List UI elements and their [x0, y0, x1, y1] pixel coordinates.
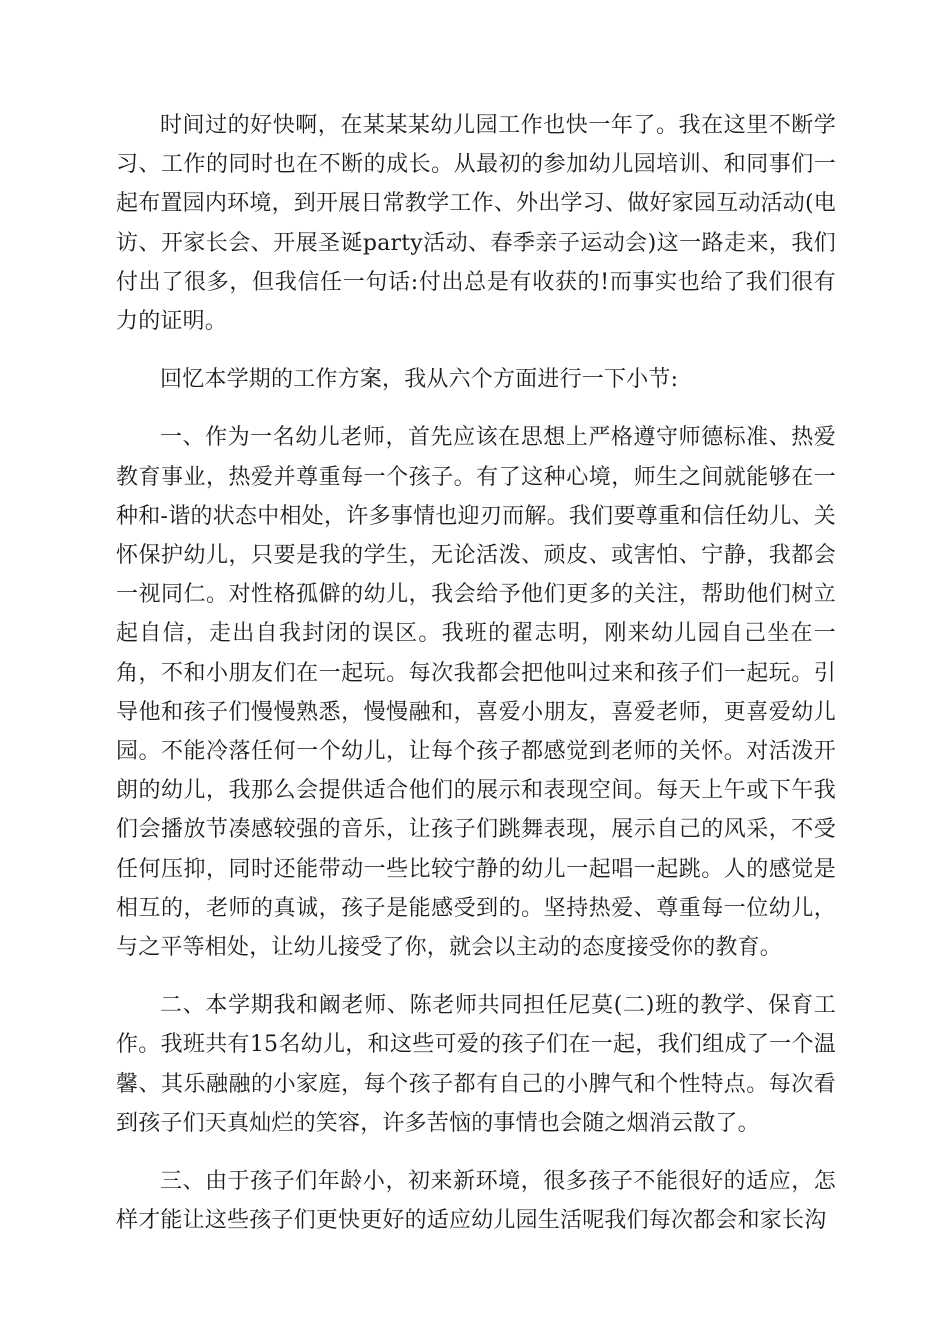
document-body [116, 106, 836, 1259]
paragraph-review-summary: 回忆本学期的工作方案，我从六个方面进行一下小节: [160, 367, 679, 393]
paragraph-section-one: 一、作为一名幼儿老师，首先应该在思想上严格遵守师德标准、热爱教育事业，热爱并尊重每一个孩子。有了这种心境，师生之间就能够在一种和-谐的状态中相处，许多事情也迎刃而解。我们要尊重和信任幼儿、关怀保护幼儿，只要是我的学生，无论活泼、顽皮、或害怕、宁静，我都会一视同仁。对性格孤僻的幼儿，我会给予他们更多的关注，帮助他们树立起自信，走出自我封闭的误区。我班的翟志明，刚来幼儿园自己坐在一角，不和小朋友们在一起玩。每次我都会把他叫过来和孩子们一起玩。引导他和孩子们慢慢熟悉，慢慢融和，喜爱小朋友，喜爱老师，更喜爱幼儿园。不能冷落任何一个幼儿，让每个孩子都感觉到老师的关怀。对活泼开朗的幼儿，我那么会提供适合他们的展示和表现空间。每天上午或下午我们会播放节凑感较强的音乐，让孩子们跳舞表现，展示自己的风采，不受任何压抑，同时还能带动一些比较宁静的幼儿一起唱一起跳。人的感觉是相互的，老师的真诚，孩子是能感受到的。坚持热爱、尊重每一位幼儿，与之平等相处，让幼儿接受了你，就会以主动的态度接受你的教育。 [116, 425, 836, 961]
paragraph-section-three: 三、由于孩子们年龄小，初来新环境，很多孩子不能很好的适应，怎样才能让这些孩子们更快更好的适应幼儿园生活呢我们每次都会和家长沟 [116, 1169, 836, 1234]
paragraph-intro: 时间过的好快啊，在某某某幼儿园工作也快一年了。我在这里不断学习、工作的同时也在不断的成长。从最初的参加幼儿园培训、和同事们一起布置园内环境，到开展日常教学工作、外出学习、做好家园互动活动(电访、开家长会、开展圣诞party活动、春季亲子运动会)这一路走来，我们付出了很多，但我信任一句话:付出总是有收获的!而事实也给了我们很有力的证明。 [116, 113, 836, 335]
paragraph-section-two: 二、本学期我和阚老师、陈老师共同担任尼莫(二)班的教学、保育工作。我班共有15名幼儿，和这些可爱的孩子们在一起，我们组成了一个温馨、其乐融融的小家庭，每个孩子都有自己的小脾气和个性特点。每次看到孩子们天真灿烂的笑容，许多苦恼的事情也会随之烟消云散了。 [116, 993, 836, 1136]
